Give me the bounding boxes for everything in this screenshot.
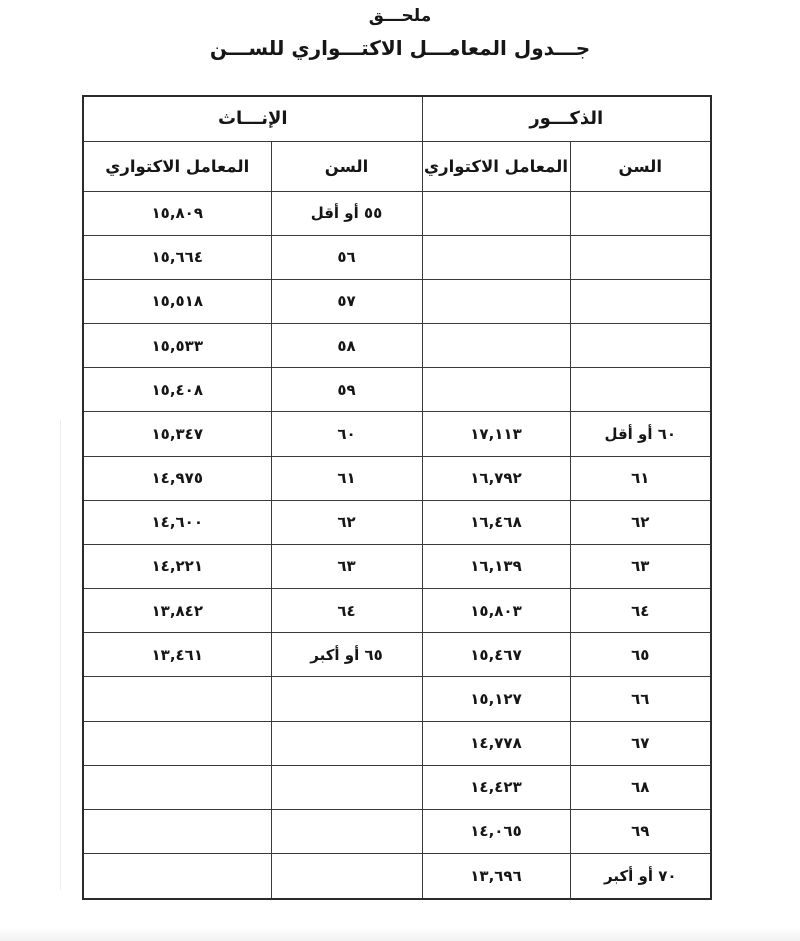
- column-header-female-age: السن: [271, 141, 422, 191]
- female-factor-cell: ١٥,٥١٨: [83, 279, 271, 323]
- female-factor-cell: ١٤,٦٠٠: [83, 500, 271, 544]
- female-age-cell: ٦٠: [271, 412, 422, 456]
- document-subtitle: جـــدول المعامـــل الاكتـــواري للســـن: [209, 36, 591, 60]
- female-factor-cell: [83, 721, 271, 765]
- male-age-cell: ٦٥: [570, 633, 711, 677]
- column-header-row: [83, 141, 711, 191]
- female-factor-cell: [83, 854, 271, 899]
- female-factor-cell: ١٤,٢٢١: [83, 544, 271, 588]
- female-age-cell: [271, 765, 422, 809]
- female-age-cell: ٥٨: [271, 324, 422, 368]
- column-header-male-factor: المعامل الاكتواري: [422, 141, 570, 191]
- section-header-females: الإنـــاث: [83, 96, 422, 141]
- female-factor-cell: ١٣,٤٦١: [83, 633, 271, 677]
- table-row: [83, 235, 711, 279]
- female-age-cell: ٦٤: [271, 589, 422, 633]
- male-factor-cell: [422, 235, 570, 279]
- table-row: [83, 589, 711, 633]
- female-age-cell: ٥٩: [271, 368, 422, 412]
- female-factor-cell: ١٥,٥٣٣: [83, 324, 271, 368]
- male-age-cell: [570, 368, 711, 412]
- male-age-cell: [570, 235, 711, 279]
- scan-artifact-line: [60, 420, 61, 890]
- female-age-cell: [271, 677, 422, 721]
- female-factor-cell: ١٥,٣٤٧: [83, 412, 271, 456]
- female-age-cell: ٥٧: [271, 279, 422, 323]
- male-age-cell: ٦٧: [570, 721, 711, 765]
- female-age-cell: [271, 721, 422, 765]
- male-factor-cell: ١٤,٤٢٣: [422, 765, 570, 809]
- male-age-cell: ٦٦: [570, 677, 711, 721]
- male-factor-cell: [422, 324, 570, 368]
- column-header-female-factor: المعامل الاكتواري: [83, 141, 271, 191]
- column-header-male-age: السن: [570, 141, 711, 191]
- female-age-cell: [271, 809, 422, 853]
- table-row: [83, 677, 711, 721]
- table-row: [83, 456, 711, 500]
- male-factor-cell: ١٤,٠٦٥: [422, 809, 570, 853]
- female-factor-cell: [83, 765, 271, 809]
- male-factor-cell: ١٥,٨٠٣: [422, 589, 570, 633]
- table-row: [83, 765, 711, 809]
- female-factor-cell: [83, 809, 271, 853]
- male-age-cell: ٦٩: [570, 809, 711, 853]
- male-factor-cell: ١٥,٤٦٧: [422, 633, 570, 677]
- male-age-cell: ٦٨: [570, 765, 711, 809]
- male-factor-cell: ١٥,١٢٧: [422, 677, 570, 721]
- male-factor-cell: [422, 191, 570, 235]
- male-factor-cell: ١٦,٧٩٢: [422, 456, 570, 500]
- female-age-cell: ٦٢: [271, 500, 422, 544]
- table-row: [83, 191, 711, 235]
- male-factor-cell: ١٧,١١٣: [422, 412, 570, 456]
- male-factor-cell: ١٦,١٣٩: [422, 544, 570, 588]
- table-row: [83, 368, 711, 412]
- table-row: [83, 809, 711, 853]
- male-age-cell: ٦٢: [570, 500, 711, 544]
- male-age-cell: ٦٤: [570, 589, 711, 633]
- table-row: [83, 633, 711, 677]
- table-row: [83, 500, 711, 544]
- male-age-cell: [570, 324, 711, 368]
- table-row: [83, 544, 711, 588]
- section-header-row: [83, 96, 711, 141]
- female-age-cell: ٥٥ أو أقل: [271, 191, 422, 235]
- female-factor-cell: ١٥,٤٠٨: [83, 368, 271, 412]
- table-row: [83, 279, 711, 323]
- male-age-cell: ٦١: [570, 456, 711, 500]
- male-factor-cell: ١٣,٦٩٦: [422, 854, 570, 899]
- section-header-males: الذكـــور: [422, 96, 711, 141]
- male-age-cell: [570, 191, 711, 235]
- female-age-cell: ٦١: [271, 456, 422, 500]
- document-title: ملحـــق: [368, 6, 432, 26]
- male-factor-cell: ١٤,٧٧٨: [422, 721, 570, 765]
- female-factor-cell: ١٥,٦٦٤: [83, 235, 271, 279]
- female-age-cell: ٦٥ أو أكبر: [271, 633, 422, 677]
- male-age-cell: ٦٣: [570, 544, 711, 588]
- table-row: [83, 721, 711, 765]
- table-row: [83, 324, 711, 368]
- female-age-cell: [271, 854, 422, 899]
- male-age-cell: [570, 279, 711, 323]
- female-factor-cell: ١٥,٨٠٩: [83, 191, 271, 235]
- female-factor-cell: [83, 677, 271, 721]
- male-age-cell: ٧٠ أو أكبر: [570, 854, 711, 899]
- table-row: [83, 854, 711, 899]
- table-row: [83, 412, 711, 456]
- male-factor-cell: ١٦,٤٦٨: [422, 500, 570, 544]
- actuarial-factor-table: [82, 95, 712, 900]
- female-age-cell: ٥٦: [271, 235, 422, 279]
- male-age-cell: ٦٠ أو أقل: [570, 412, 711, 456]
- scan-shadow: [0, 927, 800, 941]
- male-factor-cell: [422, 368, 570, 412]
- female-factor-cell: ١٣,٨٤٢: [83, 589, 271, 633]
- male-factor-cell: [422, 279, 570, 323]
- female-age-cell: ٦٣: [271, 544, 422, 588]
- female-factor-cell: ١٤,٩٧٥: [83, 456, 271, 500]
